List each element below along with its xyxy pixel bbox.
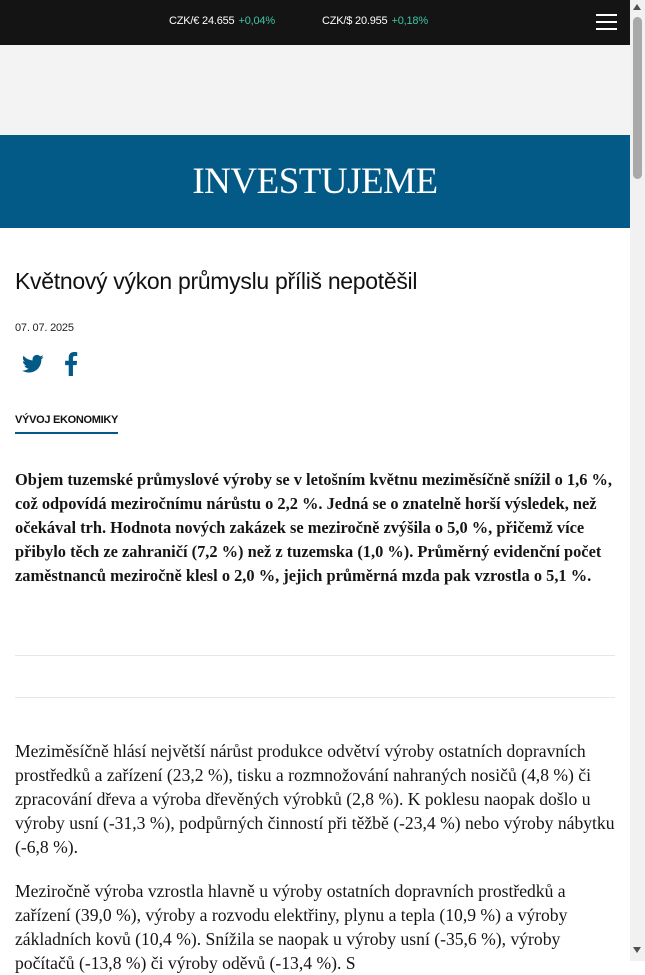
scrollbar-thumb[interactable]	[633, 17, 642, 179]
article-paragraph: Meziročně výroba vzrostla hlavně u výroby ostatních dopravních prostředků a zařízení (39,0 %), výroby a rozvodu elektřiny, plynu a tepla (10,9 %) a výroby základních kovů (10,4 %). Snížila se naopak u výroby usní (-35,6 %), výroby počítačů (-13,8 %) či výroby oděvů (-13,4 %). S	[15, 881, 568, 973]
site-logo[interactable]: INVESTUJEME	[192, 161, 438, 202]
divider	[15, 655, 615, 656]
ad-placeholder	[0, 45, 630, 135]
twitter-icon[interactable]	[22, 354, 44, 374]
currency-ticker-bar	[0, 0, 630, 45]
facebook-icon[interactable]	[64, 352, 78, 376]
hamburger-menu-icon[interactable]	[596, 14, 618, 32]
category-link[interactable]: VÝVOJ EKONOMIKY	[15, 414, 118, 434]
brand-header	[0, 135, 630, 228]
article-date: 07. 07. 2025	[15, 322, 74, 334]
ticker-usd-change: +0,18%	[391, 15, 428, 27]
ticker-eur-rate: CZK/€ 24.655	[169, 15, 235, 27]
ticker-usd	[322, 15, 428, 27]
article-paragraph: Meziměsíčně hlásí největší nárůst produkce odvětví výroby ostatních dopravních prostředků a zařízení (23,2 %), tisku a rozmnožování nahraných nosičů (4,8 %) či zpracování dřeva a výroba dřevěných výrobků (2,8 %). K poklesu naopak došlo u výroby usní (-31,3 %), podpůrných činností při těžbě (-23,4 %) nebo výroby nábytku (-6,8 %).	[15, 741, 615, 857]
ticker-eur-change: +0,04%	[238, 15, 275, 27]
ticker-eur	[169, 15, 275, 27]
article-perex: Objem tuzemské průmyslové výroby se v letošním květnu meziměsíčně snížil o 1,6 %, což odpovídá meziročnímu nárůstu o 2,2 %. Jedná se o znatelně horší výsledek, než očekával trh. Hodnota nových zakázek se meziročně zvýšila o 5,0 %, přičemž více přibylo těch ze zahraničí (7,2 %) než z tuzemska (1,0 %). Průměrný evidenční počet zaměstnanců meziročně klesl o 2,0 %, jejich průměrná mzda pak vzrostla o 5,1 %.	[15, 470, 612, 585]
scroll-down-arrow-icon[interactable]	[633, 947, 641, 953]
article-title: Květnový výkon průmyslu příliš nepotěšil	[15, 268, 418, 294]
scroll-up-arrow-icon[interactable]	[633, 4, 641, 10]
ticker-usd-rate: CZK/$ 20.955	[322, 15, 388, 27]
divider	[15, 697, 615, 698]
page-scrollbar[interactable]	[630, 0, 645, 961]
